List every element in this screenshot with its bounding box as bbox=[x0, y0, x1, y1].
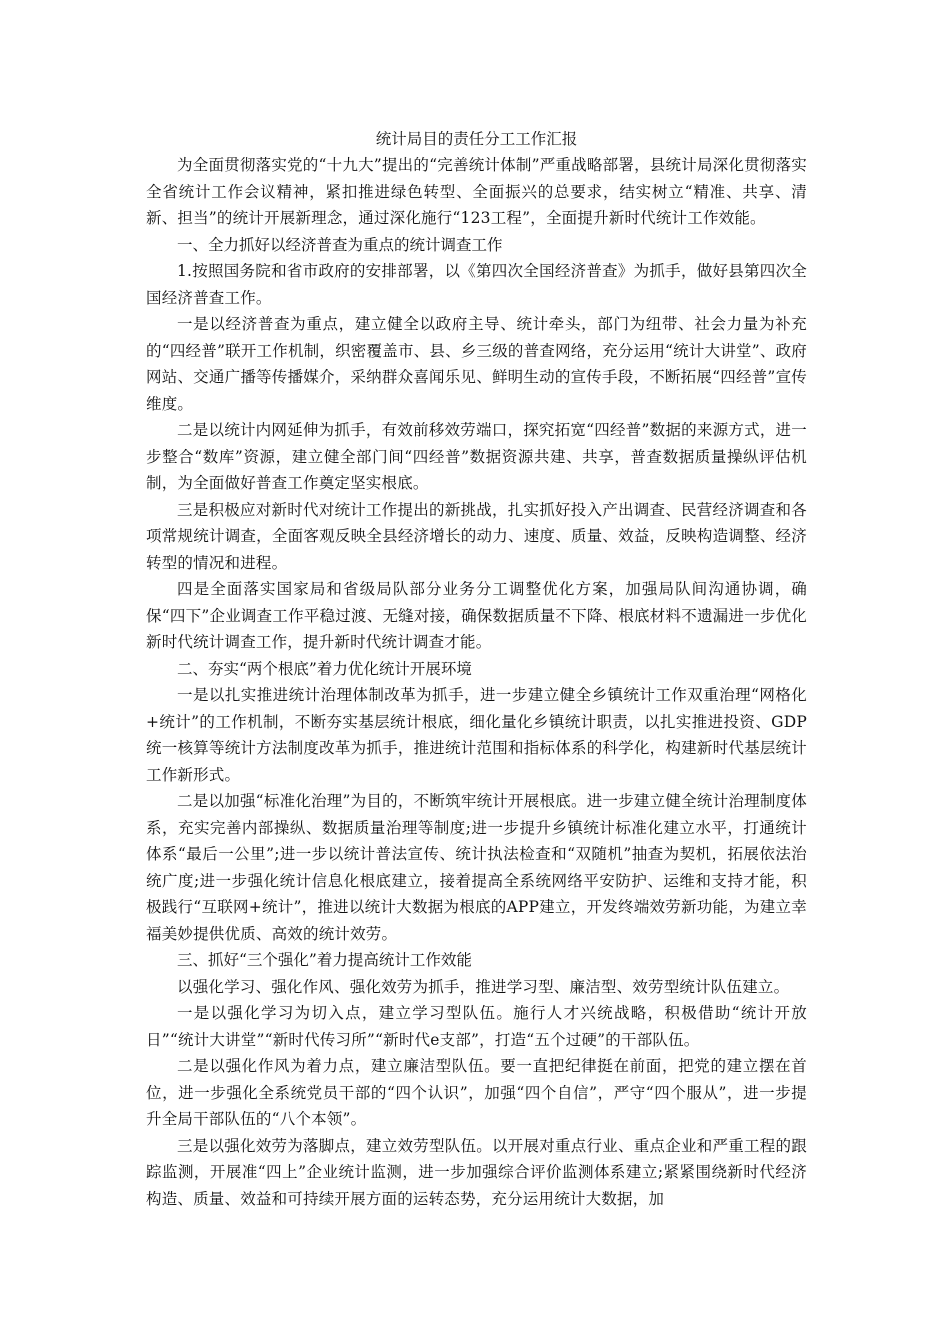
section-heading: 二、夯实“两个根底”着力优化统计开展环境 bbox=[177, 659, 472, 678]
body-paragraph: 二是以强化作风为着力点，建立廉洁型队伍。要一直把纪律挺在前面，把党的建立摆在首位，进一步强化全系统党员干部的“四个认识”，加强“四个自信”，严守“四个服从”，进一步提升全局干部队伍的“八个本领”。 bbox=[146, 1057, 807, 1128]
body-paragraph: 1.按照国务院和省市政府的安排部署，以《第四次全国经济普查》为抓手，做好县第四次全国经济普查工作。 bbox=[146, 262, 807, 307]
body-paragraph: 为全面贯彻落实党的“十九大”提出的“完善统计体制”严重战略部署，县统计局深化贯彻落实全省统计工作会议精神，紧扣推进绿色转型、全面振兴的总要求，结实树立“精准、共享、清新、担当”的统计开展新理念，通过深化施行“123工程”，全面提升新时代统计工作效能。 bbox=[146, 156, 807, 227]
body-paragraph: 二是以加强“标准化治理”为目的，不断筑牢统计开展根底。进一步建立健全统计治理制度体系，充实完善内部操纵、数据质量治理等制度;进一步提升乡镇统计标准化建立水平，打通统计体系“最后一公里”;进一步以统计普法宣传、统计执法检查和“双随机”抽查为契机，拓展依法治统广度;进一步强化统计信息化根底建立，接着提高全系统网络平安防护、运维和支持才能，积极践行“互联网+统计”，推进以统计大数据为根底的APP建立，开发终端效劳新功能，为建立幸福美妙提供优质、高效的统计效劳。 bbox=[146, 792, 807, 943]
body-paragraph: 二是以统计内网延伸为抓手，有效前移效劳端口，探究拓宽“四经普”数据的来源方式，进一步整合“数库”资源，建立健全部门间“四经普”数据资源共建、共享，普查数据质量操纵评估机制，为全面做好普查工作奠定坚实根底。 bbox=[146, 421, 807, 492]
body-paragraph: 一是以扎实推进统计治理体制改革为抓手，进一步建立健全乡镇统计工作双重治理“网格化+统计”的工作机制，不断夯实基层统计根底，细化量化乡镇统计职责，以扎实推进投资、GDP统一核算等统计方法制度改革为抓手，推进统计范围和指标体系的科学化，构建新时代基层统计工作新形式。 bbox=[146, 686, 807, 784]
body-paragraph: 三是积极应对新时代对统计工作提出的新挑战，扎实抓好投入产出调查、民营经济调查和各项常规统计调查，全面客观反映全县经济增长的动力、速度、质量、效益，反映构造调整、经济转型的情况和进程。 bbox=[146, 500, 807, 572]
body-paragraph: 四是全面落实国家局和省级局队部分业务分工调整优化方案，加强局队间沟通协调，确保“四下”企业调查工作平稳过渡、无缝对接，确保数据质量不下降、根底材料不遗漏进一步优化新时代统计调查工作，提升新时代统计调查才能。 bbox=[146, 580, 807, 651]
document-page bbox=[146, 126, 807, 1212]
body-paragraph: 一是以经济普查为重点，建立健全以政府主导、统计牵头，部门为纽带、社会力量为补充的“四经普”联开工作机制，织密覆盖市、县、乡三级的普查网络，充分运用“统计大讲堂”、政府网站、交通广播等传播媒介，采纳群众喜闻乐见、鲜明生动的宣传手段，不断拓展“四经普”宣传维度。 bbox=[146, 315, 807, 413]
document-body bbox=[146, 152, 807, 1212]
section-heading: 一、全力抓好以经济普查为重点的统计调查工作 bbox=[177, 235, 503, 254]
document-title: 统计局目的责任分工工作汇报 bbox=[375, 130, 578, 148]
body-paragraph: 以强化学习、强化作风、强化效劳为抓手，推进学习型、廉洁型、效劳型统计队伍建立。 bbox=[177, 977, 790, 996]
body-paragraph: 一是以强化学习为切入点，建立学习型队伍。施行人才兴统战略，积极借助“统计开放日”“统计大讲堂”“新时代传习所”“新时代e支部”，打造“五个过硬”的干部队伍。 bbox=[146, 1004, 807, 1049]
section-heading: 三、抓好“三个强化”着力提高统计工作效能 bbox=[177, 951, 472, 969]
body-paragraph: 三是以强化效劳为落脚点，建立效劳型队伍。以开展对重点行业、重点企业和严重工程的跟踪监测，开展准“四上”企业统计监测，进一步加强综合评价监测体系建立;紧紧围绕新时代经济构造、质量、效益和可持续开展方面的运转态势，充分运用统计大数据，加 bbox=[146, 1136, 807, 1208]
